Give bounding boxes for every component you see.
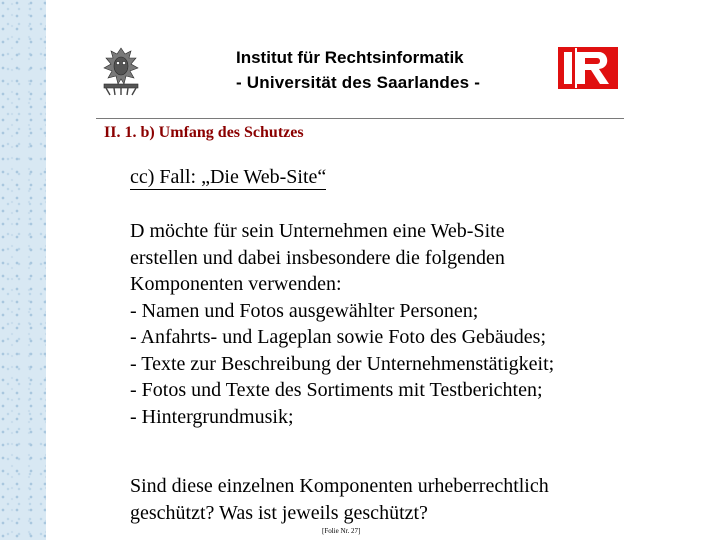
- body-line: - Hintergrundmusik;: [130, 405, 294, 428]
- body-line: - Fotos und Texte des Sortiments mit Testberichten;: [130, 379, 543, 401]
- case-title: [130, 166, 326, 189]
- question-line: geschützt? Was ist jeweils geschützt?: [130, 501, 428, 524]
- body-line: - Namen und Fotos ausgewählter Personen;: [130, 299, 479, 322]
- body-line: - Texte zur Beschreibung der Unternehmenstätigkeit;: [130, 352, 555, 375]
- institute-line-2: - Universität des Saarlandes -: [236, 73, 481, 92]
- question-line: Sind diese einzelnen Komponenten urheberrechtlich: [130, 475, 549, 497]
- body-line: Komponenten verwenden:: [130, 273, 342, 295]
- decorative-side-strip: [0, 0, 46, 540]
- body-line: - Anfahrts- und Lageplan sowie Foto des Gebäudes;: [130, 326, 547, 348]
- section-title: II. 1. b) Umfang des Schutzes: [104, 124, 304, 141]
- slide-number: [Folie Nr. 27]: [322, 527, 361, 535]
- university-crest-icon: [98, 46, 144, 96]
- body-line: D möchte für sein Unternehmen eine Web-Site: [130, 220, 505, 242]
- header-divider: [96, 118, 624, 119]
- body-line: erstellen und dabei insbesondere die folgenden: [130, 246, 505, 269]
- case-question: [130, 473, 700, 526]
- institute-name: [236, 48, 536, 93]
- institute-line-1: Institut für Rechtsinformatik: [236, 48, 464, 67]
- ifr-logo-icon: [557, 46, 619, 90]
- case-title-text: cc) Fall: „Die Web-Site“: [130, 166, 327, 188]
- case-description: [130, 218, 700, 430]
